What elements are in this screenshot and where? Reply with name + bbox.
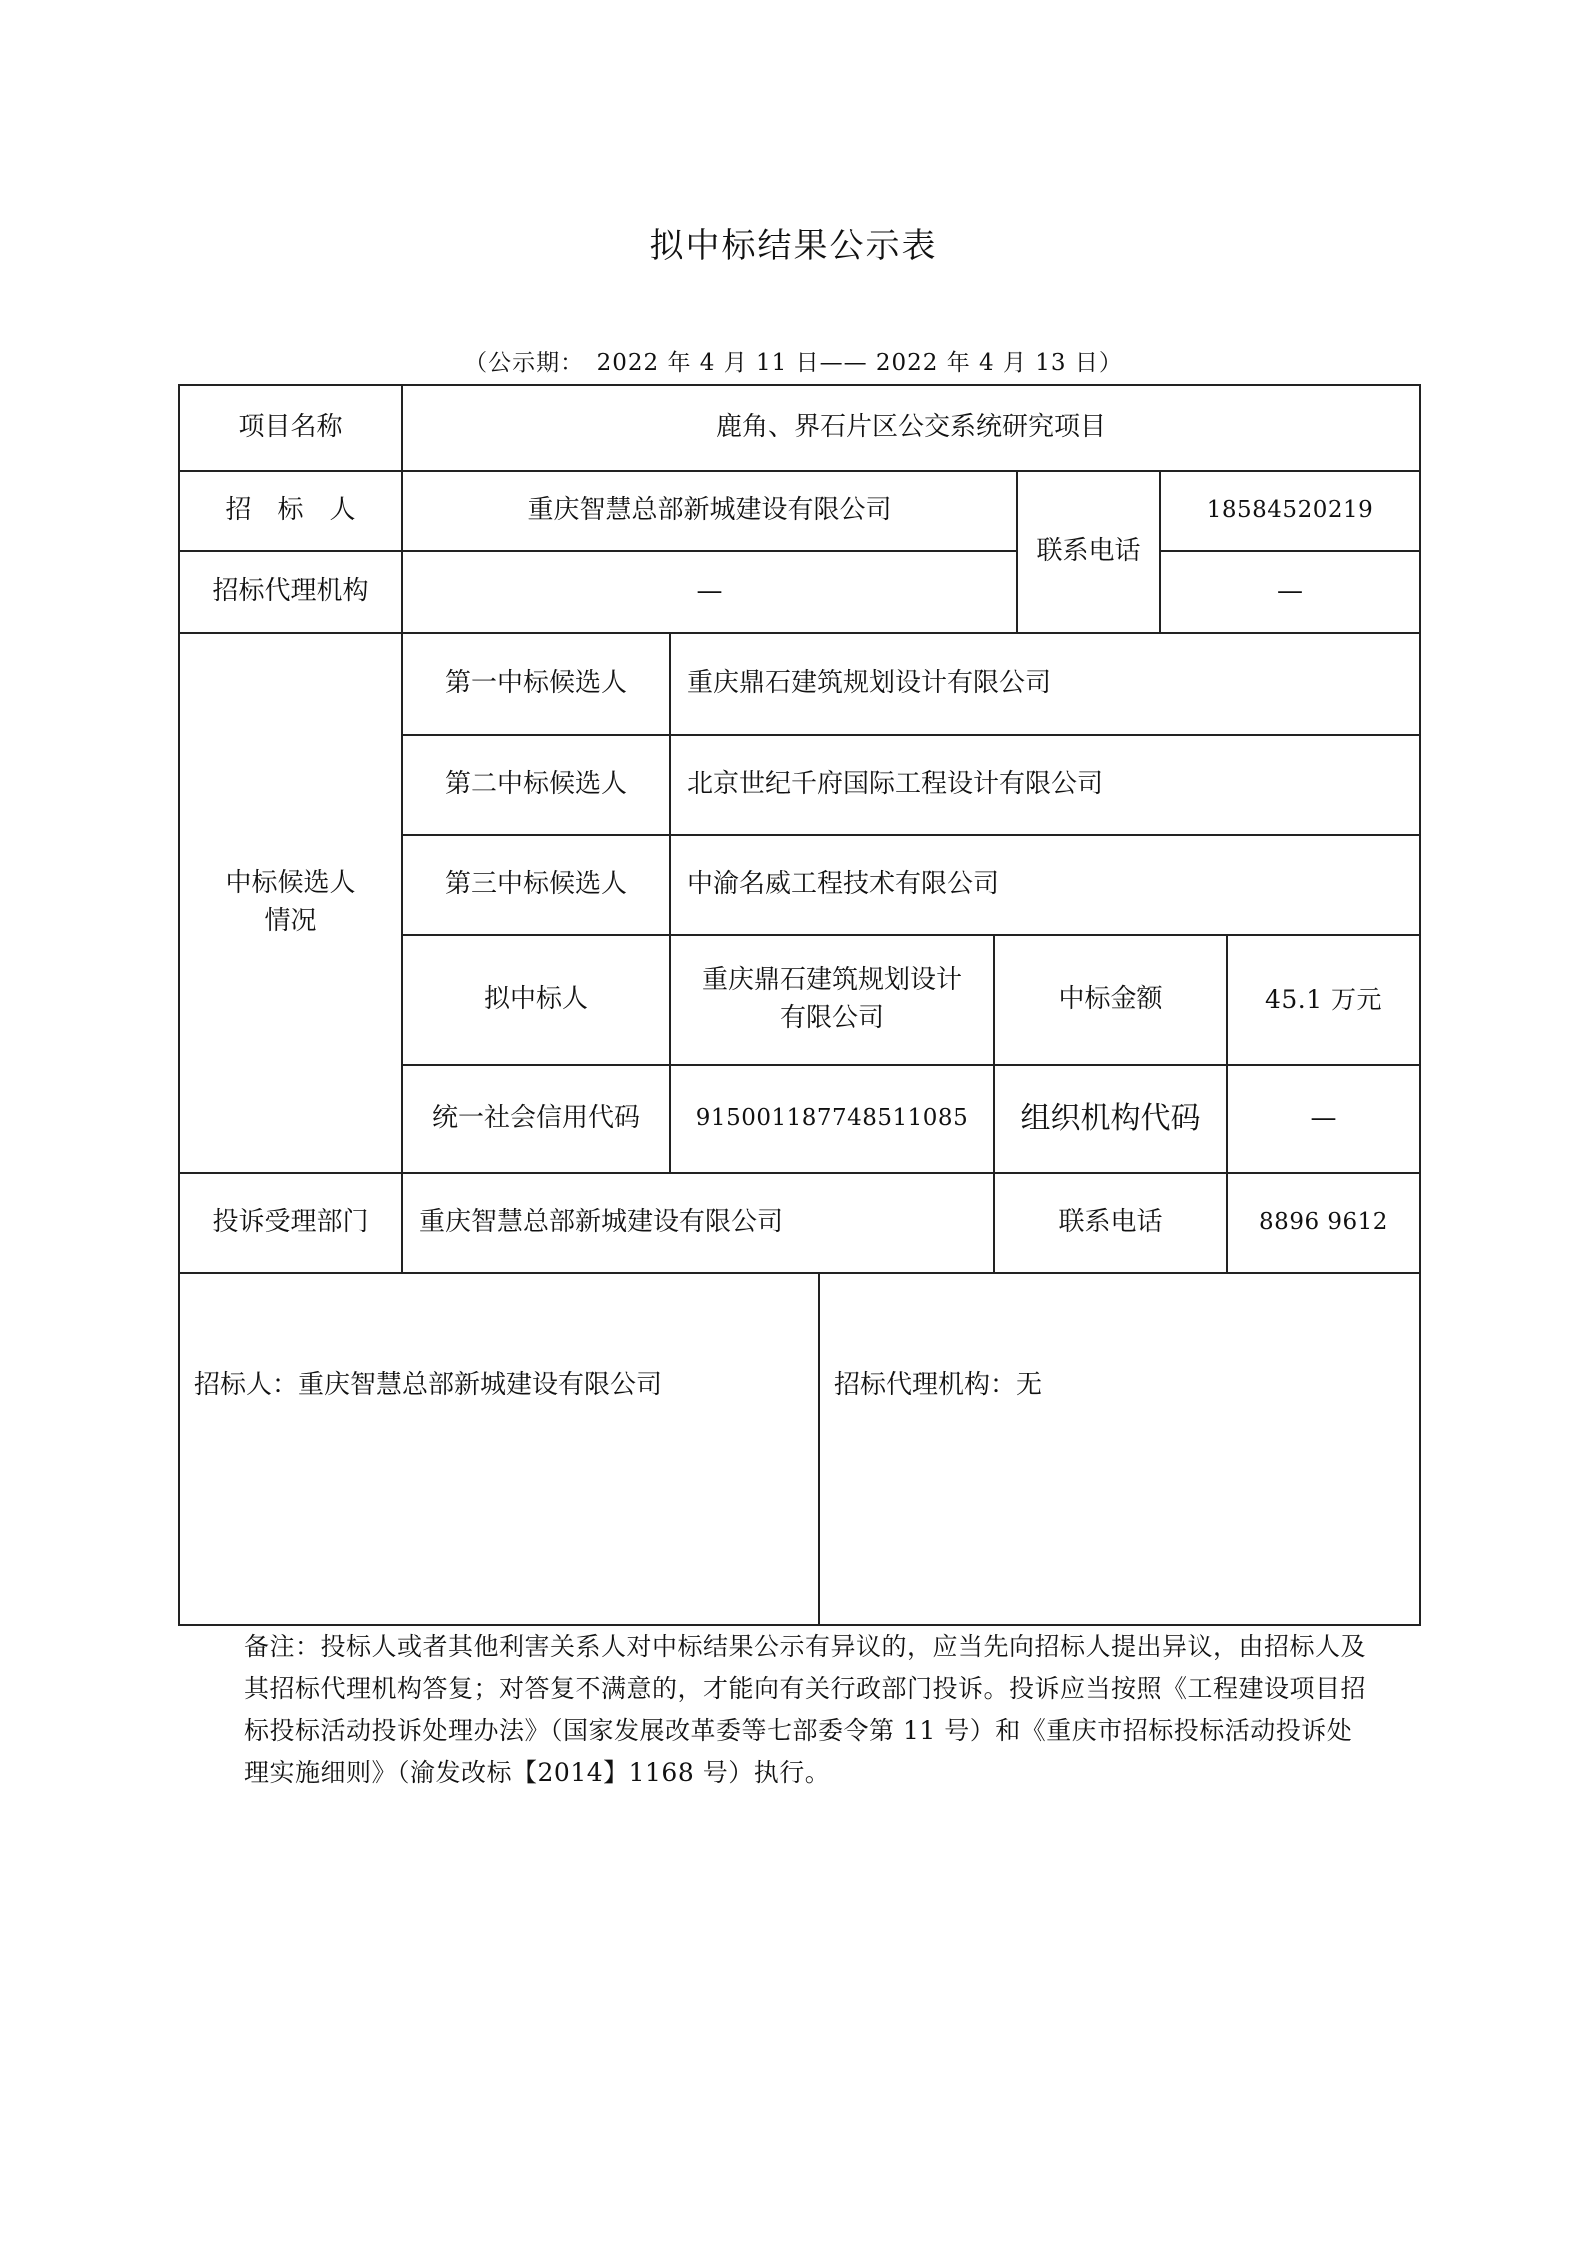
candidates-section-label: 中标候选人 情况	[225, 868, 356, 936]
project-name-value: 鹿角、界石片区公交系统研究项目	[715, 412, 1106, 443]
signature-agency: 招标代理机构：无	[834, 1370, 1043, 1401]
agency-value: —	[696, 576, 723, 607]
bid-amount-label: 中标金额	[1058, 984, 1163, 1015]
credit-code-value: 915001187748511085	[695, 1105, 969, 1132]
project-name-label: 项目名称	[238, 412, 343, 443]
winner-label: 拟中标人	[483, 984, 588, 1015]
tenderer-phone: 18584520219	[1206, 497, 1374, 524]
complaint-phone-label: 联系电话	[1058, 1207, 1163, 1238]
complaint-dept-label: 投诉受理部门	[212, 1207, 369, 1238]
bid-amount-value: 45.1 万元	[1264, 984, 1383, 1014]
candidate-3-name: 中渝名威工程技术有限公司	[687, 869, 1000, 900]
complaint-phone-value: 8896 9612	[1259, 1209, 1388, 1236]
winner-value: 重庆鼎石建筑规划设计 有限公司	[701, 965, 962, 1033]
candidate-1-name: 重庆鼎石建筑规划设计有限公司	[687, 668, 1052, 699]
org-code-value: —	[1310, 1103, 1337, 1134]
candidate-1-rank: 第一中标候选人	[444, 668, 627, 699]
signature-tenderer: 招标人：重庆智慧总部新城建设有限公司	[194, 1370, 663, 1401]
credit-code-label: 统一社会信用代码	[431, 1103, 640, 1134]
publicity-period: （公示期： 2022 年 4 月 11 日—— 2022 年 4 月 13 日）	[464, 350, 1123, 376]
table-line	[1419, 384, 1421, 1626]
candidate-2-rank: 第二中标候选人	[444, 769, 627, 800]
page-title: 拟中标结果公示表	[649, 226, 938, 266]
agency-phone: —	[1277, 576, 1303, 607]
agency-label: 招标代理机构	[212, 576, 369, 607]
candidate-2-name: 北京世纪千府国际工程设计有限公司	[687, 769, 1104, 800]
remarks-note: 备注：投标人或者其他利害关系人对中标结果公示有异议的，应当先向招标人提出异议，由招标人及其招标代理机构答复；对答复不满意的，才能向有关行政部门投诉。投诉应当按照《工程建设项目招标投标活动投诉处理办法》（国家发展改革委等七部委令第 11 号）和《重庆市招标投标活动投诉处理实施细则》（渝发改标【2014】1168 号）执行。	[244, 1632, 1367, 1787]
candidate-3-rank: 第三中标候选人	[444, 869, 627, 900]
tenderer-value: 重庆智慧总部新城建设有限公司	[527, 495, 892, 526]
org-code-label: 组织机构代码	[1020, 1101, 1201, 1137]
complaint-dept-value: 重庆智慧总部新城建设有限公司	[419, 1207, 784, 1238]
contact-phone-label: 联系电话	[1036, 536, 1141, 567]
tenderer-label: 招 标 人	[225, 495, 356, 526]
